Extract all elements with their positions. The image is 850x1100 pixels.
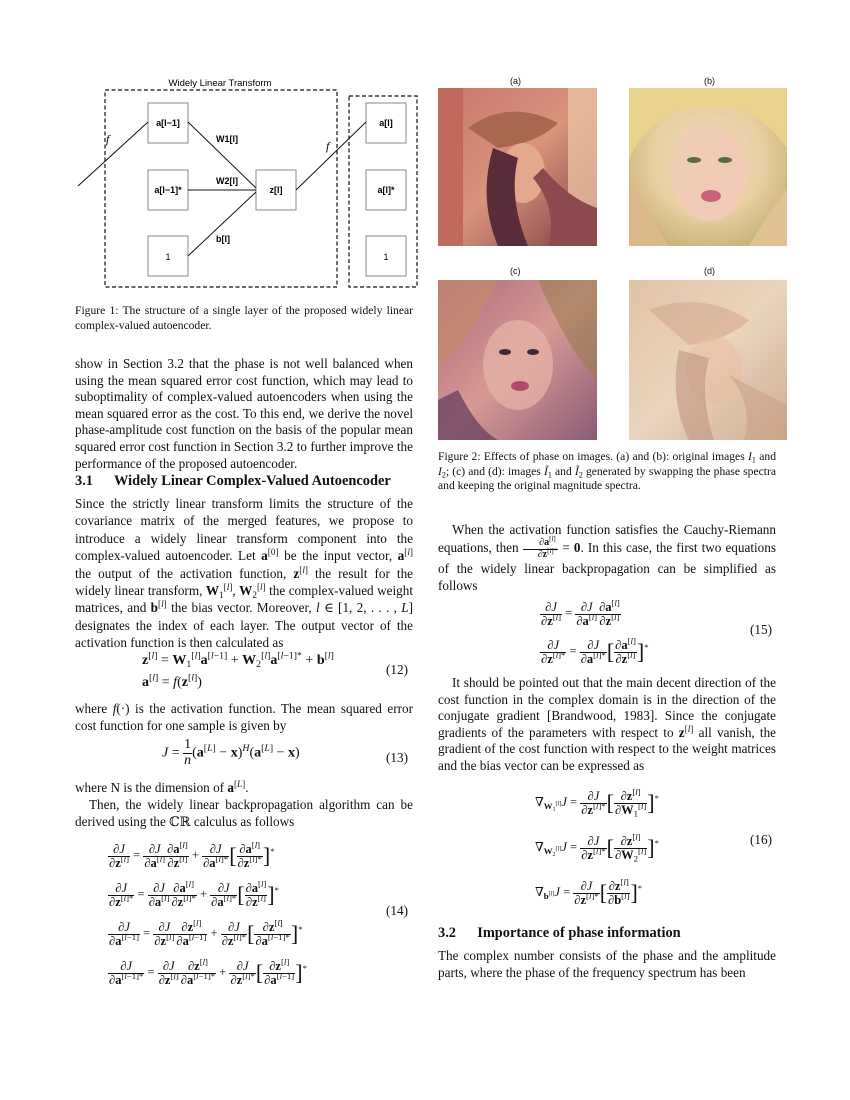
left-para-3: where f(·) is the activation function. The mean squared error cost function for one sample is given by — [75, 701, 413, 733]
left-para-1: show in Section 3.2 that the phase is not well balanced when using the mean squared error cost function, which may lead to suboptimality of complex-valued autoencoders when using the mean squared error as the cost. To this end, we derive the novel phase-amplitude cost function on the basis of the popular mean squared error cost function in Section 3.2 to further improve the performance of the proposed autoencoder. — [75, 356, 413, 471]
section-3-1-heading — [75, 473, 391, 490]
edge-w2-label: W2[l] — [216, 176, 238, 186]
equation-13-number: (13) — [386, 750, 408, 765]
image-b-original — [629, 88, 787, 246]
figure-2-label-d: (d) — [704, 266, 715, 276]
figure-1-diagram — [70, 70, 425, 295]
image-a-original — [438, 88, 597, 246]
node-a-prev-label: a[l−1] — [156, 118, 180, 128]
left-para-2: Since the strictly linear transform limits the structure of the covariance matrix of the merged features, we propose to introduce a widely linear transform component into the complex-valued autoencoder. Let a[0] be the input vector, a[l] the output of the activation function, z[l] the result for the widely linear transform, $W_1[l]$, $W_2[l]$ the complex-valued weight matrices, and b[l] the bias vector. Moreover, l ∈ [1, 2, . . . , L] designates the index of each layer. The output vector of the activation function is then calculated as — [75, 496, 414, 651]
equation-16: $\nabla_{W_1^{[l]}}J$ = $\frac{\partial J}{\partial z^{[l]*}}$ [ $\frac{\partial z^{[l]}}{\partial W_1^{[l]}}$ ]* $\nabla_{W_2^{[l]}}J$ = $\frac{\partial J}{\partial z^{[l]*}}$ [ $\frac{\partial z^{[l]}}{\partial W_2^{[l]}}$ ]* $\nabla_{b^{[l]}}J$ = $\frac{\partial J}{\partial z^{[l]*}}$ [ $\frac{\partial z^{[l]}}{\partial b^{[l]}}$ ]* — [535, 786, 659, 907]
node-z-label: z[l] — [269, 185, 283, 195]
figure-2-caption: Figure 2: Effects of phase on images. (a) and (b): original images $I_1$ and $I_2$; (c) and (d): images $Ĩ_1$ and $Ĩ_2$ generated by swapping the phase spectra and keeping the original magnitude spectra. — [438, 450, 776, 493]
equation-15: $\frac{\partial J}{\partial z^{[l]}}$ = $\frac{\partial J}{\partial a^{[l]}}$ $\frac{\partial a^{[l]}}{\partial z^{[l]}}$ $\frac{\partial J}{\partial z^{[l]*}}$ = $\frac{\partial J}{\partial a^{[l]*}}$ [ $\frac{\partial a^{[l]}}{\partial z^{[l]}}$ ]* — [541, 597, 649, 666]
left-para-4: where N is the dimension of a[L]. — [75, 778, 249, 795]
edge-b-label: b[l] — [216, 234, 230, 244]
node-a-out-conj-label: a[l]* — [377, 185, 395, 195]
right-para-2: It should be pointed out that the main decent direction of the cost function in the complex domain is in the direction of the conjugate gradient [Brandwood, 1983]. Since the conjugate gradients of the parameters with respect to z[l] all vanish, the gradient of the cost function with respect to the weight matrices and the bias vector can be expressed as — [438, 675, 777, 773]
figure-2-label-a: (a) — [510, 76, 521, 86]
section-3-2-number: 3.2 — [438, 925, 456, 941]
right-para-1: When the activation function satisfies the Cauchy-Riemann equations, then $\frac{\partial a^{[l]}}{\partial z^{[l]*}}$ = 0. In this case, the first two equations of the widely linear backpropagation can be simplified as follows — [438, 522, 776, 594]
equation-14: $\frac{\partial J}{\partial z^{[l]}}$ = $\frac{\partial J}{\partial a^{[l]}}$ $\frac{\partial a^{[l]}}{\partial z^{[l]}}$ + $\frac{\partial J}{\partial a^{[l]*}}$ [ $\frac{\partial a^{[l]}}{\partial z^{[l]*}}$ ]* $\frac{\partial J}{\partial z^{[l]*}}$ = $\frac{\partial J}{\partial a^{[l]}}$ $\frac{\partial a^{[l]}}{\partial z^{[l]*}}$ + $\frac{\partial J}{\partial a^{[l]*}}$ [ $\frac{\partial a^{[l]}}{\partial z^{[l]}}$ ]* $\frac{\partial J}{\partial a^{[l-1]}}$ = $\frac{\partial J}{\partial z^{[l]}}$ $\frac{\partial z^{[l]}}{\partial a^{[l-1]}}$ + $\frac{\partial J}{\partial z^{[l]*}}$ [ $\frac{\partial z^{[l]}}{\partial a^{[l-1]*}}$ ]* $\frac{\partial J}{\partial a^{[l-1]*}}$ = $\frac{\partial J}{\partial z^{[l]}}$ $\frac{\partial z^{[l]}}{\partial a^{[l-1]*}}$ + $\frac{\partial J}{\partial z^{[l]*}}$ [ $\frac{\partial z^{[l]}}{\partial a^{[l-1]}}$ ]* — [109, 839, 307, 987]
f-label-left: f — [106, 132, 110, 146]
equation-12-number: (12) — [386, 662, 408, 677]
section-3-1-title: Widely Linear Complex-Valued Autoencoder — [113, 473, 391, 489]
equation-12: $z[l] = W_1[l]a[l-1] + W_2[l]a^{[l-1]*} + b[l]$ a[l] = f(z[l]) — [142, 650, 334, 690]
right-para-3: The complex number consists of the phase and the amplitude parts, where the phase of the frequency spectrum has been — [438, 948, 776, 980]
image-d-swapped — [629, 280, 787, 440]
section-3-2-heading — [438, 925, 681, 942]
equation-14-number: (14) — [386, 903, 408, 918]
equation-16-number: (16) — [750, 832, 772, 847]
section-3-2-title: Importance of phase information — [477, 925, 681, 941]
node-one-right-label: 1 — [383, 252, 389, 262]
left-para-5: Then, the widely linear backpropagation algorithm can be derived using the ℂℝ calculus as follows — [75, 797, 413, 829]
figure-2-label-c: (c) — [510, 266, 521, 276]
node-a-out-label: a[l] — [379, 118, 393, 128]
edge-w1-label: W1[l] — [216, 134, 238, 144]
equation-15-number: (15) — [750, 622, 772, 637]
node-one-left-label: 1 — [165, 252, 171, 262]
f-label-right: f — [326, 139, 330, 153]
node-a-prev-conj-label: a[l−1]* — [154, 185, 182, 195]
equation-13: J = $\frac{1}{n}$ $(a[L] - x)^H(a[L] - x)$ — [162, 737, 300, 768]
image-c-swapped — [438, 280, 597, 440]
figure-1-caption: Figure 1: The structure of a single layer of the proposed widely linear complex-valued autoencoder. — [75, 304, 413, 332]
transform-box — [105, 90, 337, 287]
section-3-1-number: 3.1 — [75, 473, 93, 489]
figure-2-label-b: (b) — [704, 76, 715, 86]
figure-1-title: Widely Linear Transform — [168, 78, 272, 89]
